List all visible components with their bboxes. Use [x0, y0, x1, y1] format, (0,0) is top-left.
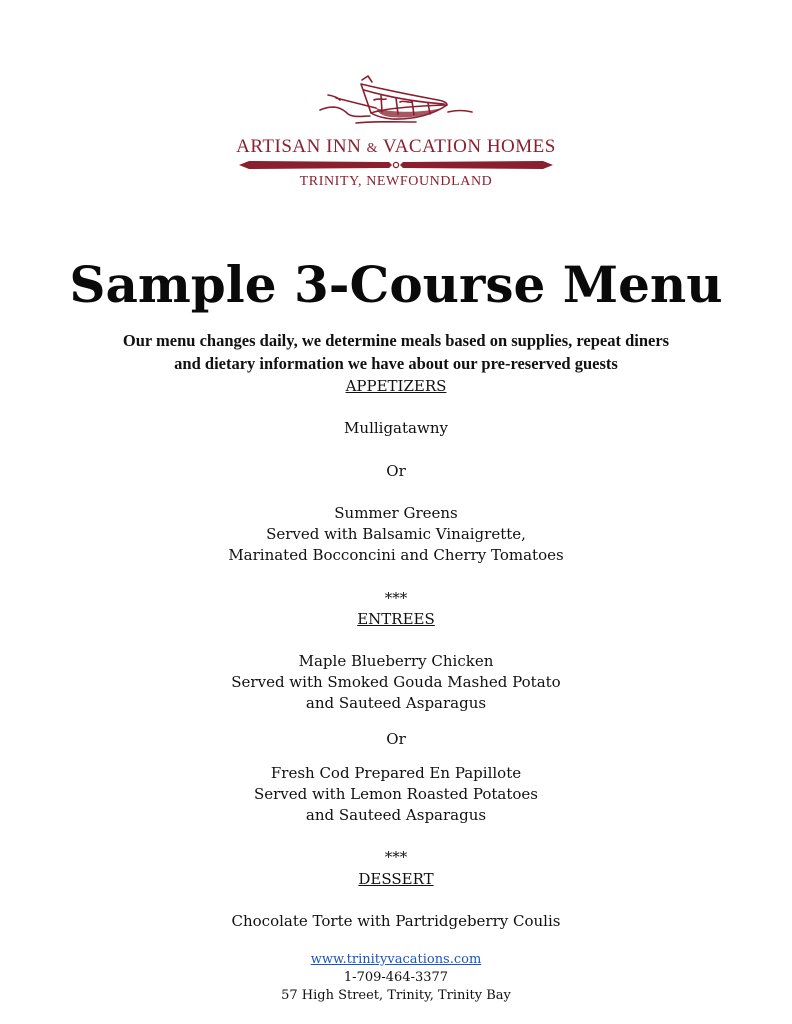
entree-option-1-name: Maple Blueberry Chicken	[298, 652, 494, 670]
entree-option-1	[0, 651, 792, 714]
separator-1: ***	[384, 589, 408, 607]
appetizer-option-2-name: Summer Greens	[334, 504, 458, 522]
entrees-heading-label: ENTREES	[357, 610, 435, 628]
entrees-or: Or	[386, 730, 406, 748]
logo-name-part2: VACATION HOMES	[382, 136, 556, 157]
rowboat-icon	[316, 70, 476, 132]
appetizer-option-2-line-3: Marinated Bocconcini and Cherry Tomatoes	[228, 546, 564, 564]
logo	[0, 70, 792, 190]
intro-line-1: Our menu changes daily, we determine meals based on supplies, repeat diners	[122, 331, 670, 350]
entree-option-1-line-3: and Sauteed Asparagus	[305, 694, 487, 712]
dessert-option-1: Chocolate Torte with Partridgeberry Coulis	[231, 912, 561, 930]
footer	[0, 951, 792, 1005]
logo-ampersand: &	[366, 141, 378, 156]
entrees-heading	[0, 609, 792, 630]
appetizers-or: Or	[386, 462, 406, 480]
dessert-heading-label: DESSERT	[358, 870, 434, 888]
separator-2: ***	[384, 848, 408, 866]
phone-number: 1-709-464-3377	[343, 970, 449, 985]
logo-name	[0, 136, 792, 160]
entree-option-2-line-3: and Sauteed Asparagus	[305, 806, 487, 824]
appetizer-option-2	[0, 503, 792, 566]
intro-line-2: and dietary information we have about our pre-reserved guests	[174, 354, 618, 373]
logo-name-part1: ARTISAN INN	[236, 136, 362, 157]
page-title: Sample 3-Course Menu	[69, 255, 723, 314]
address: 57 High Street, Trinity, Trinity Bay	[281, 988, 511, 1003]
entree-option-2-name: Fresh Cod Prepared En Papillote	[270, 764, 522, 782]
appetizers-heading	[0, 376, 792, 397]
entree-option-2-line-2: Served with Lemon Roasted Potatoes	[253, 785, 539, 803]
dessert-heading	[0, 869, 792, 890]
entree-option-1-line-2: Served with Smoked Gouda Mashed Potato	[231, 673, 561, 691]
appetizer-option-2-line-2: Served with Balsamic Vinaigrette,	[266, 525, 526, 543]
appetizers-heading-label: APPETIZERS	[345, 377, 447, 395]
website-link[interactable]: www.trinityvacations.com	[310, 952, 482, 967]
entree-option-2	[0, 763, 792, 826]
logo-place: TRINITY, NEWFOUNDLAND	[299, 174, 493, 189]
logo-divider	[239, 160, 553, 170]
appetizer-option-1: Mulligatawny	[344, 419, 448, 437]
intro-text	[0, 329, 792, 375]
